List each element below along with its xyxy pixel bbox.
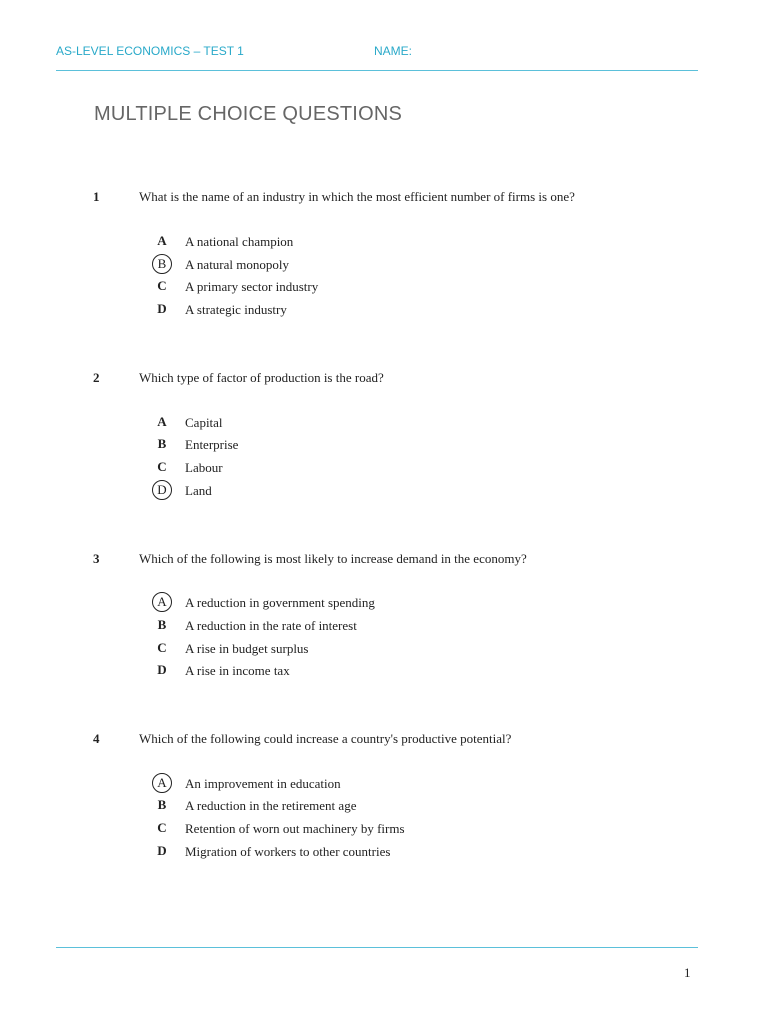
option-a bbox=[0, 776, 768, 796]
option-text: A rise in budget surplus bbox=[185, 641, 309, 656]
option-letter: A bbox=[157, 233, 167, 248]
option-text: A reduction in the rate of interest bbox=[185, 618, 357, 633]
option-text: A national champion bbox=[185, 234, 294, 249]
option-letter-circled: B bbox=[152, 254, 172, 274]
option-c bbox=[0, 460, 768, 480]
option-letter: D bbox=[157, 301, 167, 316]
option-text: Land bbox=[185, 483, 212, 498]
option-text: A rise in income tax bbox=[185, 663, 290, 678]
question-number: 2 bbox=[93, 370, 100, 385]
option-c bbox=[0, 821, 768, 841]
option-d bbox=[0, 302, 768, 322]
header-divider bbox=[56, 70, 698, 71]
option-text: Labour bbox=[185, 460, 223, 475]
option-text: A reduction in the retirement age bbox=[185, 798, 357, 813]
option-b bbox=[0, 798, 768, 818]
option-a bbox=[0, 595, 768, 615]
page-number: 1 bbox=[684, 965, 691, 980]
question-number: 3 bbox=[93, 551, 100, 566]
option-b bbox=[0, 437, 768, 457]
option-a bbox=[0, 234, 768, 254]
option-a bbox=[0, 415, 768, 435]
question-text: What is the name of an industry in which the most efficient number of firms is one? bbox=[139, 189, 575, 204]
option-text: A natural monopoly bbox=[185, 257, 289, 272]
option-letter: B bbox=[157, 617, 167, 632]
option-text: An improvement in education bbox=[185, 776, 341, 791]
option-letter: A bbox=[157, 414, 167, 429]
option-letter: B bbox=[157, 797, 167, 812]
option-b bbox=[0, 618, 768, 638]
name-label: NAME: bbox=[374, 44, 413, 58]
option-letter-circled: A bbox=[152, 592, 172, 612]
option-text: A strategic industry bbox=[185, 302, 287, 317]
option-c bbox=[0, 641, 768, 661]
option-d bbox=[0, 663, 768, 683]
option-text: Retention of worn out machinery by firms bbox=[185, 821, 405, 836]
footer-divider bbox=[56, 947, 698, 948]
option-letter: C bbox=[157, 278, 167, 293]
section-title: MULTIPLE CHOICE QUESTIONS bbox=[94, 103, 403, 125]
question-text: Which type of factor of production is the road? bbox=[139, 370, 384, 385]
option-text: Migration of workers to other countries bbox=[185, 844, 391, 859]
question-number: 1 bbox=[93, 189, 100, 204]
option-letter: C bbox=[157, 820, 167, 835]
option-letter: C bbox=[157, 640, 167, 655]
question-number: 4 bbox=[93, 731, 100, 746]
question-text: Which of the following could increase a country's productive potential? bbox=[139, 731, 512, 746]
option-b bbox=[0, 257, 768, 277]
question-text: Which of the following is most likely to increase demand in the economy? bbox=[139, 551, 527, 566]
option-text: A reduction in government spending bbox=[185, 595, 375, 610]
option-letter: B bbox=[157, 436, 167, 451]
option-text: Enterprise bbox=[185, 437, 239, 452]
option-text: Capital bbox=[185, 415, 223, 430]
option-d bbox=[0, 483, 768, 503]
option-letter-circled: A bbox=[152, 773, 172, 793]
option-c bbox=[0, 279, 768, 299]
course-title: AS-LEVEL ECONOMICS – TEST 1 bbox=[56, 44, 244, 58]
option-letter: D bbox=[157, 662, 167, 677]
option-letter: C bbox=[157, 459, 167, 474]
option-letter-circled: D bbox=[152, 480, 172, 500]
option-text: A primary sector industry bbox=[185, 279, 319, 294]
option-d bbox=[0, 844, 768, 864]
page-header bbox=[56, 44, 698, 70]
option-letter: D bbox=[157, 843, 167, 858]
